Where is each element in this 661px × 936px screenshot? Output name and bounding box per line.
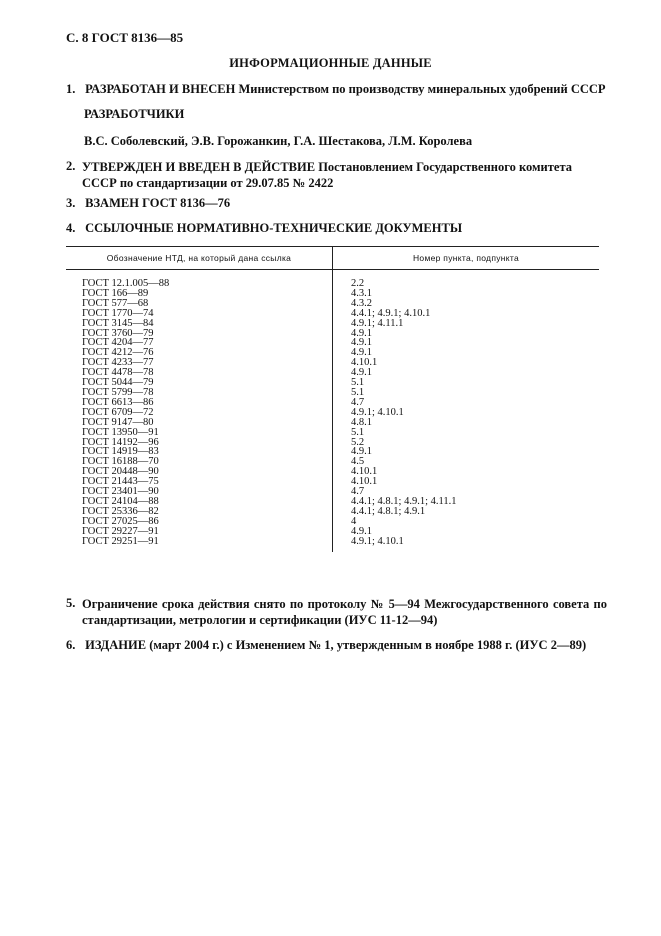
item-3 xyxy=(66,196,230,211)
table-row xyxy=(66,270,599,289)
item-1-text: Министерством по производству минеральных удобрений СССР xyxy=(238,82,606,96)
item-2-number: 2. xyxy=(66,159,76,173)
table-cell-designation: ГОСТ 25336—82 xyxy=(66,507,333,517)
table-cell-clause: 5.1 xyxy=(351,386,365,398)
table-cell-designation: ГОСТ 3760—79 xyxy=(66,329,333,339)
table-cell-designation: ГОСТ 27025—86 xyxy=(66,517,333,527)
table-cell-clause: 5.2 xyxy=(351,436,365,448)
table-cell-designation: ГОСТ 24104—88 xyxy=(66,497,333,507)
table-cell-designation: ГОСТ 29251—91 xyxy=(66,537,333,553)
table-cell-designation: ГОСТ 23401—90 xyxy=(66,487,333,497)
table-cell-clause: 4.8.1 xyxy=(351,416,372,428)
table-header-row xyxy=(66,247,599,270)
item-2-text: Постановлением Государственного комитета СССР по стандартизации от 29.07.85 № 2422 xyxy=(82,160,572,190)
table-cell-clause: 4 xyxy=(351,515,357,527)
table-cell-clause: 4.4.1; 4.8.1; 4.9.1 xyxy=(351,505,426,517)
item-1-lead: РАЗРАБОТАН И ВНЕСЕН xyxy=(85,82,236,96)
item-2 xyxy=(66,159,602,191)
item-6-text: ИЗДАНИЕ (март 2004 г.) с Изменением № 1, утвержденным в ноябре 1988 г. (ИУС 2—89) xyxy=(85,638,587,652)
table-cell-clause: 4.9.1 xyxy=(351,337,372,349)
item-4 xyxy=(66,221,462,236)
table-cell-designation: ГОСТ 5799—78 xyxy=(66,388,333,398)
table-header-designation: Обозначение НТД, на который дана ссылка xyxy=(66,247,333,270)
item-5-text: Ограничение срока действия снято по протоколу № 5—94 Межгосударственного совета по стандартизации, метрологии и сертификации (ИУС 11-12—94) xyxy=(82,597,607,627)
item-4-number: 4. xyxy=(66,221,76,235)
item-6-number: 6. xyxy=(66,638,76,652)
table-body xyxy=(66,270,599,553)
table-cell-designation: ГОСТ 21443—75 xyxy=(66,477,333,487)
table-row xyxy=(66,428,599,438)
table-cell-designation: ГОСТ 14192—96 xyxy=(66,438,333,448)
table-cell-clause: 4.4.1; 4.9.1; 4.10.1 xyxy=(351,307,431,319)
table-cell-clause: 4.10.1 xyxy=(351,357,378,369)
item-1 xyxy=(66,82,606,97)
table-header-clause: Номер пункта, подпункта xyxy=(333,247,600,270)
table-cell-clause: 4.3.1 xyxy=(351,287,372,299)
table-cell-designation: ГОСТ 577—68 xyxy=(66,299,333,309)
table-cell-clause: 4.9.1; 4.10.1 xyxy=(351,535,404,547)
reference-table xyxy=(66,246,599,552)
table-cell-clause: 4.9.1; 4.10.1 xyxy=(351,406,404,418)
table-cell-designation: ГОСТ 14919—83 xyxy=(66,447,333,457)
item-5-number: 5. xyxy=(66,596,76,610)
page-title: ИНФОРМАЦИОННЫЕ ДАННЫЕ xyxy=(229,56,432,70)
table-cell-clause: 4.4.1; 4.8.1; 4.9.1; 4.11.1 xyxy=(351,495,457,507)
item-5 xyxy=(66,596,607,628)
item-2-lead: УТВЕРЖДЕН И ВВЕДЕН В ДЕЙСТВИЕ xyxy=(82,160,316,174)
table-cell-clause: 4.3.2 xyxy=(351,297,372,309)
table-cell-designation: ГОСТ 12.1.005—88 xyxy=(66,270,333,289)
table-cell-clause: 4.5 xyxy=(351,456,365,468)
table-cell-clause: 4.9.1 xyxy=(351,367,372,379)
table-cell-designation: ГОСТ 4233—77 xyxy=(66,358,333,368)
developers-heading: РАЗРАБОТЧИКИ xyxy=(84,107,185,121)
table-row xyxy=(66,537,599,553)
item-3-text: ВЗАМЕН ГОСТ 8136—76 xyxy=(85,196,231,210)
table-cell-designation: ГОСТ 9147—80 xyxy=(66,418,333,428)
table-cell-clause: 4.9.1 xyxy=(351,327,372,339)
table-cell-clause: 4.9.1 xyxy=(351,347,372,359)
table-cell-designation: ГОСТ 1770—74 xyxy=(66,309,333,319)
table-cell-clause: 4.9.1 xyxy=(351,446,372,458)
table-cell-designation: ГОСТ 166—89 xyxy=(66,289,333,299)
table-cell-clause: 4.7 xyxy=(351,486,365,498)
table-cell-clause: 2.2 xyxy=(351,278,365,289)
table-cell-designation: ГОСТ 4212—76 xyxy=(66,348,333,358)
table-cell-clause: 5.1 xyxy=(351,426,365,438)
table-cell-designation: ГОСТ 16188—70 xyxy=(66,457,333,467)
table-cell-designation: ГОСТ 5044—79 xyxy=(66,378,333,388)
table-cell-clause: 4.9.1; 4.11.1 xyxy=(351,317,404,329)
developers-list: В.С. Соболевский, Э.В. Горожанкин, Г.А. Шестакова, Л.М. Королева xyxy=(84,134,473,148)
item-6 xyxy=(66,638,586,653)
table-cell-clause: 5.1 xyxy=(351,377,365,389)
table-cell-designation: ГОСТ 4204—77 xyxy=(66,338,333,348)
table-cell-clause: 4.10.1 xyxy=(351,476,378,488)
table-cell-designation: ГОСТ 29227—91 xyxy=(66,527,333,537)
table-cell-designation: ГОСТ 13950—91 xyxy=(66,428,333,438)
table-cell-clause: 4.7 xyxy=(351,396,365,408)
table-cell-designation: ГОСТ 6613—86 xyxy=(66,398,333,408)
table-cell-designation: ГОСТ 3145—84 xyxy=(66,319,333,329)
item-4-text: ССЫЛОЧНЫЕ НОРМАТИВНО-ТЕХНИЧЕСКИЕ ДОКУМЕНТЫ xyxy=(85,221,463,235)
table-cell-designation: ГОСТ 6709—72 xyxy=(66,408,333,418)
table-cell-designation: ГОСТ 4478—78 xyxy=(66,368,333,378)
table-cell-clause: 4.10.1 xyxy=(351,466,378,478)
page-header: С. 8 ГОСТ 8136—85 xyxy=(66,30,184,45)
item-3-number: 3. xyxy=(66,196,76,210)
table-cell-clause: 4.9.1 xyxy=(351,525,372,537)
table-cell-designation: ГОСТ 20448—90 xyxy=(66,467,333,477)
item-1-number: 1. xyxy=(66,82,76,96)
